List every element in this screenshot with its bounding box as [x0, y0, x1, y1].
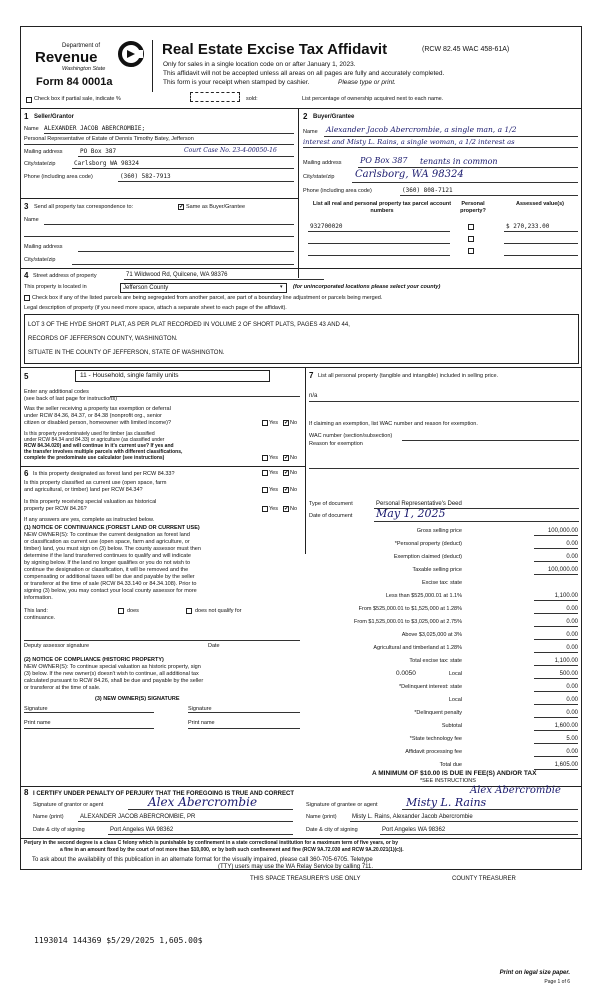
legal-desc-label: Legal description of property (if you need more space, attach a separate sheet to each page of the affidavit).	[24, 305, 287, 311]
reason-label: Reason for exemption	[309, 441, 363, 447]
assessed-col-header: Assessed value(s)	[516, 201, 564, 207]
tax-value-total-due[interactable]: 1,605.00	[554, 762, 578, 768]
new-owner-sig-title: (3) NEW OWNER(S) SIGNATURE	[95, 696, 180, 702]
continuance-label: continuance.	[24, 615, 56, 621]
grantor-date-city[interactable]: Port Angeles WA 98362	[110, 827, 174, 833]
note-1: Only for sales in a single location code on or after January 1, 2023.	[163, 61, 356, 68]
tax-value-delinq-int-state[interactable]: 0.00	[566, 684, 578, 690]
buyer-name-2[interactable]: interest and Misty L. Rains, a single woman, a 1/2 interest as	[303, 138, 515, 146]
personal-property-checkbox-2[interactable]	[468, 236, 474, 242]
any-yes-note: If any answers are yes, complete as instructed below.	[24, 517, 155, 523]
wac-claim-label: If claiming an exemption, list WAC number and reason for exemption.	[309, 421, 478, 427]
add-codes-note: (see back of last page for instructions)	[24, 396, 117, 402]
segregated-label: Check box if any of the listed parcels are being segregated from another parcel, are part of a boundary line adjustment or parcels being merged.	[32, 295, 383, 301]
buyer-heading: Buyer/Grantee	[313, 114, 355, 120]
exempt-yes-checkbox[interactable]	[262, 420, 268, 426]
personal-col-header: Personal property?	[460, 201, 486, 214]
partial-pct-input[interactable]	[190, 92, 240, 102]
buyer-city-label: City/state/zip	[303, 174, 335, 180]
seller-phone-label: Phone (including area code)	[24, 174, 93, 180]
tax-label-total-due: Total due	[439, 762, 462, 768]
minimum-note: A MINIMUM OF $10.00 IS DUE IN FEE(S) AND/OR TAX	[372, 770, 537, 777]
exempt-yes-label: Yes	[269, 420, 278, 426]
current-use-q-2: and agricultural, or timber) land per RCW 84.34?	[24, 487, 143, 493]
doc-type-label: Type of document	[309, 501, 353, 507]
segregated-checkbox[interactable]	[24, 295, 30, 301]
current-yes-checkbox[interactable]	[262, 487, 268, 493]
does-label: does	[127, 608, 139, 614]
tax-value-local[interactable]: 500.00	[559, 671, 578, 677]
forest-yes-label: Yes	[269, 470, 278, 476]
wac-number-label: WAC number (section/subsection)	[309, 433, 393, 439]
current-no-label: No	[290, 487, 298, 493]
partial-sale-label: Check box if partial sale, indicate %	[34, 96, 121, 102]
county-treasurer-label: COUNTY TREASURER	[452, 876, 516, 882]
form-title: Real Estate Excise Tax Affidavit	[162, 41, 388, 58]
tax-label-affidavit-fee: Affidavit processing fee	[405, 749, 462, 755]
add-codes-label: Enter any additional codes	[24, 389, 89, 395]
personal-property-checkbox-3[interactable]	[468, 248, 474, 254]
seller-name-label: Name	[24, 126, 39, 132]
perjury-note-1: Perjury in the second degree is a class C felony which is punishable by confinement in a state correctional institution for a maximum term of five years, or by	[24, 840, 398, 846]
tax-label-tech-fee: *State technology fee	[409, 736, 462, 742]
corr-mail-label: Mailing address	[24, 244, 63, 250]
alt-format-note-1: To ask about the availability of this publication in an alternate format for the visually impaired, please call 360-705-6705. Teletype	[32, 857, 373, 863]
note-3: This form is your receipt when stamped by cashier.	[163, 79, 310, 86]
grantee-name-label: Name (print)	[306, 814, 337, 820]
timber-q-5: complete the predominate use calculator (see instructions)	[24, 455, 165, 461]
doc-date-label: Date of document	[309, 513, 353, 519]
tax-label-delinq-int-local: Local	[448, 697, 462, 703]
county-dropdown-icon: ▾	[280, 284, 283, 290]
dept-line: Department of	[62, 43, 101, 49]
corr-name-label: Name	[24, 217, 39, 223]
tax-label-tier1: Less than $525,000.01 at 1.1%	[385, 593, 462, 599]
grantor-name-label: Name (print)	[33, 814, 64, 820]
seller-city-label: City/state/zip	[24, 161, 56, 167]
tax-label-personal: *Personal property (deduct)	[394, 541, 462, 547]
grantor-signature[interactable]: Alex Abercrombie	[148, 795, 258, 809]
seller-mail-label: Mailing address	[24, 149, 63, 155]
buyer-name-label: Name	[303, 129, 318, 135]
county-value: Jefferson County	[123, 285, 169, 291]
legal-line-1: LOT 3 OF THE HYDE SHORT PLAT, AS PER PLAT RECORDED IN VOLUME 2 OF SHORT PLATS, PAGES 43 AND 44,	[28, 322, 350, 328]
same-as-buyer-label: Same as Buyer/Grantee	[186, 204, 246, 210]
seller-heading: Seller/Grantor	[34, 114, 75, 120]
notice-1-title: (1) NOTICE OF CONTINUANCE (FOREST LAND OR CURRENT USE)	[24, 525, 200, 531]
revenue-wordmark: Revenue	[35, 49, 98, 66]
corr-city-label: City/state/zip	[24, 257, 56, 263]
state-line: Washington State	[62, 66, 106, 72]
tax-label-agri: Agricultural and timberland at 1.28%	[373, 645, 462, 651]
tax-value-tier3[interactable]: 0.00	[566, 619, 578, 625]
parcel-number[interactable]: 932700020	[310, 223, 343, 230]
current-yes-label: Yes	[269, 487, 278, 493]
alt-format-note-2: (TTY) users may use the WA Relay Service by calling 711.	[218, 864, 374, 870]
legal-size-note: Print on legal size paper.	[499, 970, 570, 976]
historic-q-1: Is this property receiving special valuation as historical	[24, 499, 157, 505]
legal-line-2: RECORDS OF JEFFERSON COUNTY, WASHINGTON.	[28, 336, 178, 342]
buyer-phone[interactable]: (360) 808-7121	[402, 187, 453, 194]
land-use-value: 11 - Household, single family units	[80, 372, 179, 379]
notice-2-line: NEW OWNER(S): To continue special valuation as historic property, sign	[24, 664, 201, 670]
timber-yes-checkbox[interactable]	[262, 455, 268, 461]
tax-label-taxable: Taxable selling price	[412, 567, 462, 573]
correspondence-label: Send all property tax correspondence to:	[34, 204, 134, 210]
personal-property-checkbox-1[interactable]	[468, 224, 474, 230]
notice-2-title: (2) NOTICE OF COMPLIANCE (HISTORIC PROPERTY)	[24, 657, 164, 663]
tax-value-tier2[interactable]: 0.00	[566, 606, 578, 612]
tax-value-taxable[interactable]: 100,000.00	[547, 567, 578, 573]
note-2: This affidavit will not be accepted unless all areas on all pages are fully and accurately completed.	[163, 70, 445, 77]
this-land-label: This land:	[24, 608, 48, 614]
notice-1-line: or transferor at the time of sale (RCW 84.33.140 or 84.34.108). Prior to	[24, 581, 197, 587]
treasurer-use-label: THIS SPACE TREASURER'S USE ONLY	[250, 876, 361, 882]
buyer-name[interactable]: Alexander Jacob Abercrombie, a single man, a 1/2	[326, 125, 517, 134]
notice-1-line: by signing below. If the land no longer qualifies or you do not wish to	[24, 560, 191, 566]
historic-yes-label: Yes	[269, 506, 278, 512]
seller-mail[interactable]: PO Box 387	[80, 148, 117, 155]
seller-city[interactable]: Carlsborg WA 98324	[74, 160, 140, 167]
tax-value-tech-fee[interactable]: 5.00	[566, 736, 578, 742]
timber-q-2: under RCW 84.34 and 84.33) or agriculture (as classified under	[24, 437, 165, 443]
page-number: Page 1 of 6	[544, 979, 570, 985]
tax-label-local: Local	[448, 671, 462, 677]
grantor-sig-label: Signature of grantor or agent	[33, 802, 104, 808]
tax-label-tier2: From $525,000.01 to $1,525,000 at 1.28%	[358, 606, 462, 612]
tax-value-total-state[interactable]: 1,100.00	[554, 658, 578, 664]
exempt-q-2: under RCW 84.36, 84.37, or 84.38 (nonprofit org., senior	[24, 413, 162, 419]
same-as-buyer-checkbox[interactable]: ✓	[179, 204, 185, 210]
grantor-print-name[interactable]: ALEXANDER JACOB ABERCROMBIE, PR	[80, 814, 196, 820]
buyer-city[interactable]: Carlsborg, WA 98324	[355, 169, 464, 180]
tax-value-subtotal[interactable]: 1,600.00	[554, 723, 578, 729]
seller-name[interactable]: ALEXANDER JACOB ABERCROMBIE;	[44, 125, 146, 132]
timber-yes-label: Yes	[269, 455, 278, 461]
grantee-print-name[interactable]: Misty L. Rains, Alexander Jacob Abercrombie	[352, 814, 473, 820]
partial-sold-label: sold:	[246, 96, 258, 102]
tax-label-total-state: Total excise tax: state	[409, 658, 462, 664]
exempt-no-checkbox[interactable]: ✓	[284, 420, 290, 426]
notice-2-line: calculated pursuant to RCW 84.26, shall be due and payable by the seller	[24, 678, 204, 684]
tax-value-exempt[interactable]: 0.00	[566, 554, 578, 560]
buyer-mail[interactable]: PO Box 387	[360, 156, 408, 165]
doc-date-value[interactable]: May 1, 2025	[376, 507, 446, 520]
forest-no-label: No	[290, 470, 298, 476]
forest-q: Is this property designated as forest land per RCW 84.33?	[33, 471, 175, 477]
local-rate[interactable]: 0.0050	[396, 670, 416, 677]
grantee-signature-alt[interactable]: Alex Abercrombie	[470, 785, 561, 796]
tax-label-exempt: Exemption claimed (deduct)	[393, 554, 462, 560]
receipt-stamp: 1193014 144369 $5/29/2025 1,605.00$	[34, 936, 203, 945]
timber-no-label: No	[290, 455, 298, 461]
tax-value-gross[interactable]: 100,000.00	[547, 528, 578, 534]
partial-sale-checkbox[interactable]	[26, 97, 32, 103]
tax-value-delinq-int-local[interactable]: 0.00	[566, 697, 578, 703]
does-not-label: does not qualify for	[195, 608, 242, 614]
owner-sig-label-1: Signature	[24, 706, 48, 712]
seller-name-2[interactable]: Personal Representative of Estate of Dennis Timothy Batey, Jefferson	[24, 136, 194, 142]
owner-print-label-1: Print name	[24, 720, 51, 726]
personal-property-label: List all personal property (tangible and intangible) included in selling price.	[318, 373, 499, 379]
current-no-checkbox[interactable]: ✓	[284, 487, 290, 493]
tax-value-tier4[interactable]: 0.00	[566, 632, 578, 638]
buyer-mail-note: tenants in common	[420, 157, 498, 166]
tax-label-tier3: From $1,525,000.01 to $3,025,000 at 2.75%	[354, 619, 462, 625]
historic-yes-checkbox[interactable]	[262, 506, 268, 512]
seller-phone[interactable]: (360) 582-7913	[120, 173, 171, 180]
deputy-date-label: Date	[208, 643, 220, 649]
county-label: This property is located in	[24, 284, 87, 290]
court-case-note: Court Case No. 23-4-00050-16	[184, 147, 277, 154]
note-3b: Please type or print.	[338, 79, 396, 86]
certify-statement: I CERTIFY UNDER PENALTY OF PERJURY THAT THE FOREGOING IS TRUE AND CORRECT	[33, 791, 295, 797]
notice-1-line: information.	[24, 595, 53, 601]
grantee-date-city[interactable]: Port Angeles WA 98362	[382, 827, 446, 833]
county-note: (for unincorporated locations please select your county)	[293, 284, 441, 290]
tax-value-agri[interactable]: 0.00	[566, 645, 578, 651]
personal-property-value[interactable]: n/a	[309, 393, 318, 399]
tax-label-delinq-penalty: *Delinquent penalty	[414, 710, 462, 716]
does-qualify-checkbox[interactable]	[118, 608, 124, 614]
does-not-qualify-checkbox[interactable]	[186, 608, 192, 614]
tax-label-excise-state: Excise tax: state	[421, 580, 462, 586]
notice-1-line: NEW OWNER(S): To continue the current designation as forest land	[24, 532, 190, 538]
assessed-value[interactable]: $ 270,233.00	[506, 223, 550, 230]
exempt-no-label: No	[290, 420, 298, 426]
doc-type-value[interactable]: Personal Representative's Deed	[376, 501, 462, 507]
grantee-signature[interactable]: Misty L. Rains	[406, 796, 487, 809]
tax-value-tier1[interactable]: 1,100.00	[554, 593, 578, 599]
timber-no-checkbox[interactable]: ✓	[284, 455, 290, 461]
perjury-note-2: a fine in an amount fixed by the court of not more than $10,000, or by both such confinement and fine (RCW 9A.72.030 and RCW 9A.20.021(1)(c)).	[60, 847, 404, 853]
street-address[interactable]: 71 Wildwood Rd, Quilcene, WA 98376	[126, 272, 228, 278]
historic-no-label: No	[290, 506, 298, 512]
timber-q-4: the transfer involves multiple parcels with different classifications,	[24, 449, 183, 455]
tax-value-affidavit-fee[interactable]: 0.00	[566, 749, 578, 755]
notice-1-line: compensating or additional taxes will be due and payable by the seller	[24, 574, 195, 580]
grantee-date-label: Date & city of signing	[306, 827, 358, 833]
owner-print-label-2: Print name	[188, 720, 215, 726]
grantor-date-label: Date & city of signing	[33, 827, 85, 833]
current-use-q-1: Is this property classified as current use (open space, farm	[24, 480, 167, 486]
exempt-q-1: Was the seller receiving a property tax exemption or deferral	[24, 406, 171, 412]
notice-1-line: continue the designation or classification, it will be removed and the	[24, 567, 189, 573]
form-number: Form 84 0001a	[36, 76, 113, 88]
buyer-phone-label: Phone (including area code)	[303, 188, 372, 194]
notice-1-line: determine if the land transferred continues to qualify and will indicate	[24, 553, 191, 559]
tax-value-personal[interactable]: 0.00	[566, 541, 578, 547]
see-instructions: *SEE INSTRUCTIONS	[420, 778, 476, 784]
timber-q-3: RCW 84.34.020) and will continue in it's current use? If yes and	[24, 443, 174, 449]
tax-label-delinq-int-state: *Delinquent interest: state	[399, 684, 462, 690]
owner-sig-label-2: Signature	[188, 706, 212, 712]
tax-label-tier4: Above $3,025,000 at 3%	[401, 632, 462, 638]
historic-q-2: property per RCW 84.26?	[24, 506, 87, 512]
notice-1-line: timber) land, you must sign on (3) below. The county assessor must then	[24, 546, 201, 552]
deputy-sig-label: Deputy assessor signature	[24, 643, 90, 649]
notice-2-line: or transferor at the time of sale.	[24, 685, 101, 691]
rcw-ref: (RCW 82.45 WAC 458-61A)	[422, 46, 510, 53]
parcel-col-header: List all real and personal property tax parcel account numbers	[312, 201, 452, 214]
forest-no-checkbox[interactable]: ✓	[284, 470, 290, 476]
grantee-sig-label: Signature of grantee or agent	[306, 802, 378, 808]
street-label: Street address of property	[33, 273, 97, 279]
forest-yes-checkbox[interactable]	[262, 470, 268, 476]
notice-2-line: (3) below. If the new owner(s) doesn't wish to continue, all additional tax	[24, 671, 199, 677]
exempt-q-3: citizen or disabled person, homeowner with limited income)?	[24, 420, 172, 426]
dor-logo-icon	[118, 41, 144, 67]
timber-q-1: Is this property predominately used for timber (as classified	[24, 431, 155, 437]
tax-value-delinq-penalty[interactable]: 0.00	[566, 710, 578, 716]
notice-1-line: signing (3) below, you may contact your local county assessor for more	[24, 588, 197, 594]
tax-label-gross: Gross selling price	[416, 528, 462, 534]
tax-label-subtotal: Subtotal	[441, 723, 462, 729]
notice-1-line: or classification as current use (open space, farm and agriculture, or	[24, 539, 190, 545]
historic-no-checkbox[interactable]: ✓	[284, 506, 290, 512]
legal-line-3: SITUATE IN THE COUNTY OF JEFFERSON, STATE OF WASHINGTON.	[28, 350, 225, 356]
buyer-mail-label: Mailing address	[303, 160, 342, 166]
ownership-note: List percentage of ownership acquired next to each name.	[302, 96, 444, 102]
